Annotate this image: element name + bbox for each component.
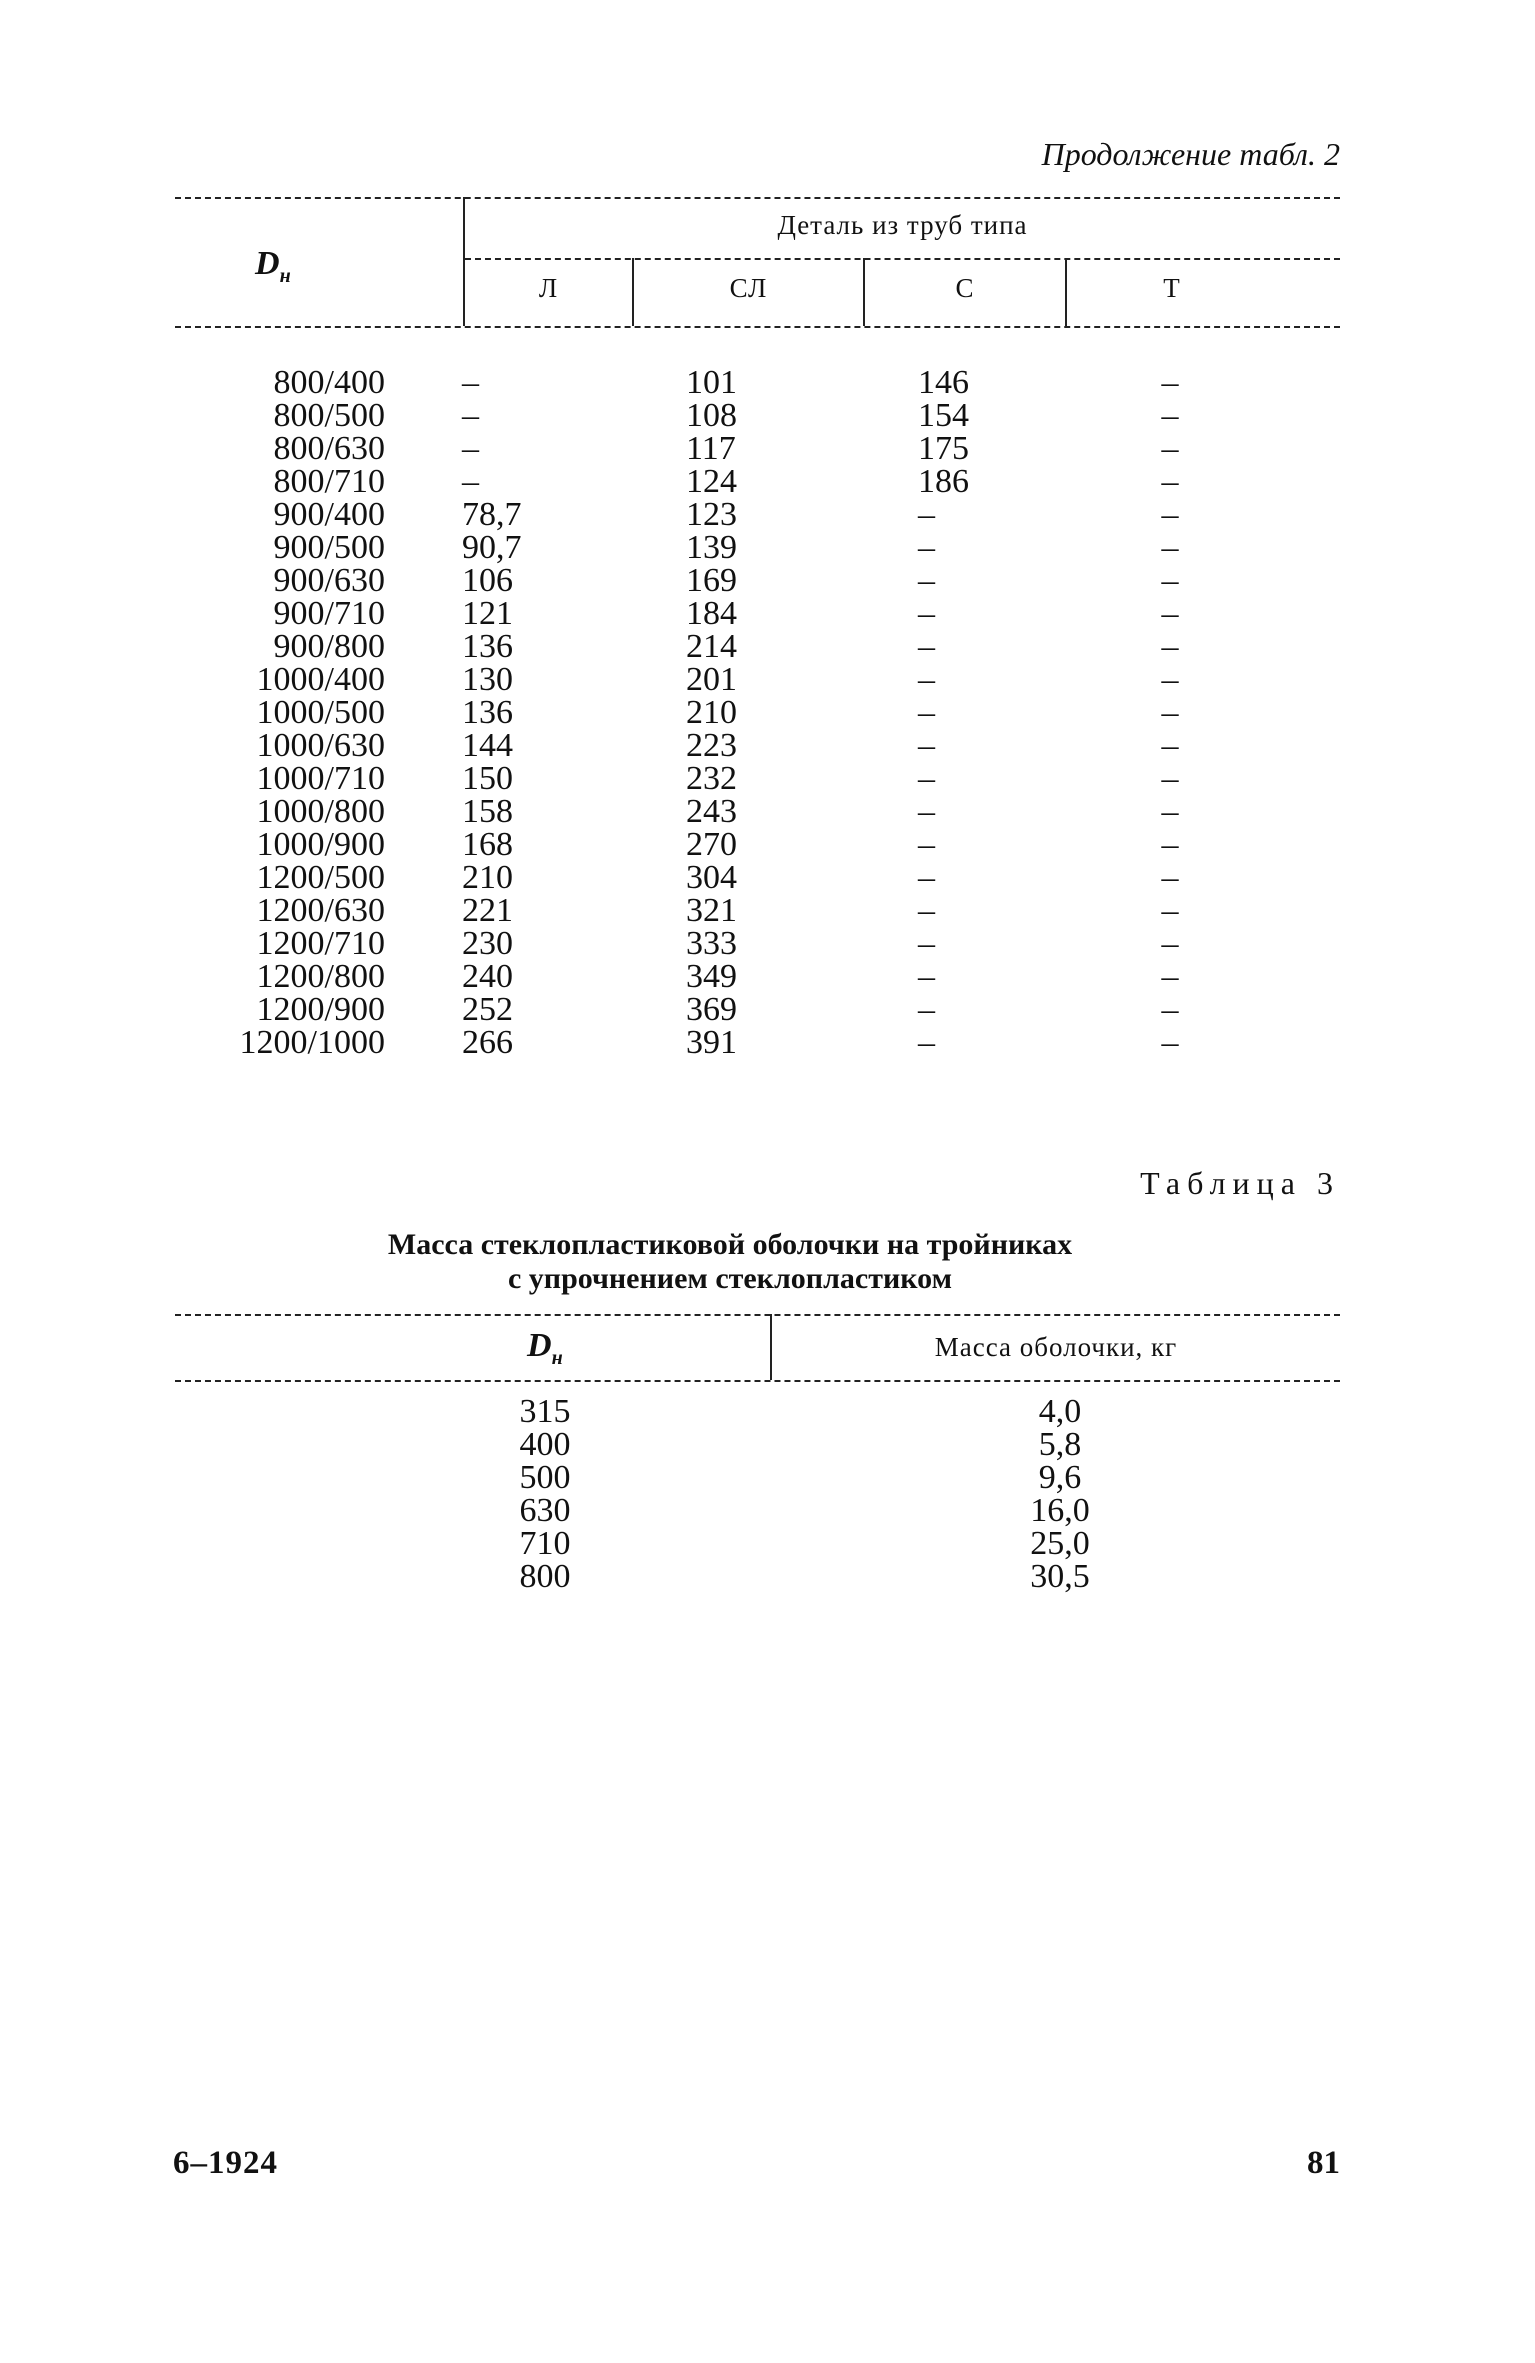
cell-s: – xyxy=(918,694,935,731)
cell-l: – xyxy=(462,397,479,434)
cell-dn: 800/710 xyxy=(273,463,385,500)
cell-l: 266 xyxy=(462,1024,513,1061)
cell-s: – xyxy=(918,991,935,1028)
cell-dn: 1200/630 xyxy=(256,892,385,929)
cell-sl: 108 xyxy=(686,397,737,434)
cell-l: 90,7 xyxy=(462,529,522,566)
dn-symbol: D xyxy=(527,1327,552,1364)
cell-dn: 315 xyxy=(519,1393,571,1430)
cell-dn: 800/400 xyxy=(273,364,385,401)
cell-l: 158 xyxy=(462,793,513,830)
cell-s: 154 xyxy=(918,397,969,434)
cell-dn: 1200/1000 xyxy=(239,1024,385,1061)
cell-t: – xyxy=(1161,925,1179,962)
cell-l: 252 xyxy=(462,991,513,1028)
cell-t: – xyxy=(1161,496,1179,533)
table2-dn-header xyxy=(255,245,291,288)
table2-top-rule xyxy=(175,197,1340,199)
cell-s: 186 xyxy=(918,463,969,500)
cell-dn: 900/630 xyxy=(273,562,385,599)
cell-sl: 232 xyxy=(686,760,737,797)
cell-t: – xyxy=(1161,694,1179,731)
cell-sl: 101 xyxy=(686,364,737,401)
cell-mass: 4,0 xyxy=(1038,1393,1082,1430)
cell-t: – xyxy=(1161,760,1179,797)
cell-s: – xyxy=(918,925,935,962)
cell-t: – xyxy=(1161,991,1179,1028)
cell-l: – xyxy=(462,364,479,401)
cell-l: 240 xyxy=(462,958,513,995)
cell-s: – xyxy=(918,628,935,665)
cell-s: – xyxy=(918,859,935,896)
cell-l: 230 xyxy=(462,925,513,962)
footer-code: 6–1924 xyxy=(173,2145,278,2181)
cell-sl: 391 xyxy=(686,1024,737,1061)
cell-dn: 800 xyxy=(519,1558,571,1595)
cell-dn: 1000/630 xyxy=(256,727,385,764)
cell-l: – xyxy=(462,430,479,467)
cell-s: – xyxy=(918,595,935,632)
cell-dn: 900/710 xyxy=(273,595,385,632)
cell-t: – xyxy=(1161,430,1179,467)
cell-sl: 210 xyxy=(686,694,737,731)
col-header-l: Л xyxy=(538,273,559,303)
cell-s: – xyxy=(918,958,935,995)
cell-t: – xyxy=(1161,529,1179,566)
cell-l: 168 xyxy=(462,826,513,863)
cell-t: – xyxy=(1161,463,1179,500)
cell-sl: 243 xyxy=(686,793,737,830)
cell-l: 221 xyxy=(462,892,513,929)
cell-t: – xyxy=(1161,859,1179,896)
cell-t: – xyxy=(1161,826,1179,863)
cell-sl: 321 xyxy=(686,892,737,929)
cell-s: – xyxy=(918,661,935,698)
dn-subscript: н xyxy=(279,264,291,287)
page-number: 81 xyxy=(1307,2145,1340,2181)
cell-dn: 1000/400 xyxy=(256,661,385,698)
cell-l: 136 xyxy=(462,628,513,665)
cell-dn: 900/400 xyxy=(273,496,385,533)
cell-sl: 369 xyxy=(686,991,737,1028)
cell-l: 106 xyxy=(462,562,513,599)
cell-l: 210 xyxy=(462,859,513,896)
cell-l: 144 xyxy=(462,727,513,764)
cell-l: 121 xyxy=(462,595,513,632)
cell-dn: 1000/710 xyxy=(256,760,385,797)
cell-mass: 25,0 xyxy=(1030,1525,1090,1562)
cell-dn: 1000/500 xyxy=(256,694,385,731)
cell-mass: 9,6 xyxy=(1038,1459,1082,1496)
cell-mass: 16,0 xyxy=(1030,1492,1090,1529)
cell-s: – xyxy=(918,727,935,764)
cell-t: – xyxy=(1161,1024,1179,1061)
cell-sl: 270 xyxy=(686,826,737,863)
cell-s: – xyxy=(918,562,935,599)
table3-top-rule xyxy=(175,1314,1340,1316)
cell-t: – xyxy=(1161,595,1179,632)
table3-header-bottom-rule xyxy=(175,1380,1340,1382)
cell-s: – xyxy=(918,1024,935,1061)
cell-t: – xyxy=(1161,727,1179,764)
cell-l: 130 xyxy=(462,661,513,698)
cell-mass: 5,8 xyxy=(1038,1426,1082,1463)
cell-dn: 900/800 xyxy=(273,628,385,665)
dn-symbol: D xyxy=(255,245,280,282)
cell-l: 78,7 xyxy=(462,496,522,533)
table2-group-header: Деталь из труб типа xyxy=(777,210,1028,240)
table3-dn-header xyxy=(527,1327,563,1370)
dn-subscript: н xyxy=(551,1346,563,1369)
cell-t: – xyxy=(1161,628,1179,665)
cell-sl: 304 xyxy=(686,859,737,896)
cell-sl: 124 xyxy=(686,463,737,500)
cell-dn: 400 xyxy=(519,1426,571,1463)
col-header-t: Т xyxy=(1163,273,1181,303)
cell-t: – xyxy=(1161,958,1179,995)
cell-mass: 30,5 xyxy=(1030,1558,1090,1595)
cell-sl: 214 xyxy=(686,628,737,665)
cell-t: – xyxy=(1161,364,1179,401)
cell-sl: 139 xyxy=(686,529,737,566)
table3-label: Таблица 3 xyxy=(1140,1165,1340,1201)
cell-sl: 169 xyxy=(686,562,737,599)
cell-s: 175 xyxy=(918,430,969,467)
cell-sl: 223 xyxy=(686,727,737,764)
cell-sl: 117 xyxy=(686,430,736,467)
cell-s: – xyxy=(918,760,935,797)
cell-s: – xyxy=(918,529,935,566)
table2-header-bottom-rule xyxy=(175,326,1340,328)
table3-caption-line2: с упрочнением стеклопластиком xyxy=(507,1262,953,1295)
cell-s: – xyxy=(918,826,935,863)
cell-t: – xyxy=(1161,562,1179,599)
table3-caption-line1: Масса стеклопластиковой оболочки на тройниках xyxy=(387,1228,1073,1261)
cell-dn: 1000/800 xyxy=(256,793,385,830)
cell-s: – xyxy=(918,496,935,533)
cell-dn: 500 xyxy=(519,1459,571,1496)
col-header-sl: СЛ xyxy=(729,273,768,303)
cell-sl: 184 xyxy=(686,595,737,632)
cell-dn: 1200/500 xyxy=(256,859,385,896)
cell-dn: 800/500 xyxy=(273,397,385,434)
cell-s: – xyxy=(918,892,935,929)
cell-dn: 1200/800 xyxy=(256,958,385,995)
cell-sl: 201 xyxy=(686,661,737,698)
cell-t: – xyxy=(1161,661,1179,698)
cell-s: – xyxy=(918,793,935,830)
cell-sl: 349 xyxy=(686,958,737,995)
table2-group-rule xyxy=(465,258,1340,260)
cell-t: – xyxy=(1161,892,1179,929)
table2-continuation-label: Продолжение табл. 2 xyxy=(1041,136,1340,172)
cell-sl: 333 xyxy=(686,925,737,962)
cell-dn: 710 xyxy=(519,1525,571,1562)
col-header-s: С xyxy=(955,273,975,303)
cell-sl: 123 xyxy=(686,496,737,533)
cell-t: – xyxy=(1161,793,1179,830)
cell-dn: 630 xyxy=(519,1492,571,1529)
cell-s: 146 xyxy=(918,364,969,401)
cell-t: – xyxy=(1161,397,1179,434)
cell-dn: 1000/900 xyxy=(256,826,385,863)
cell-dn: 1200/710 xyxy=(256,925,385,962)
cell-l: – xyxy=(462,463,479,500)
cell-dn: 900/500 xyxy=(273,529,385,566)
cell-dn: 1200/900 xyxy=(256,991,385,1028)
cell-l: 150 xyxy=(462,760,513,797)
table3-mass-header: Масса оболочки, кг xyxy=(934,1332,1178,1362)
cell-dn: 800/630 xyxy=(273,430,385,467)
cell-l: 136 xyxy=(462,694,513,731)
